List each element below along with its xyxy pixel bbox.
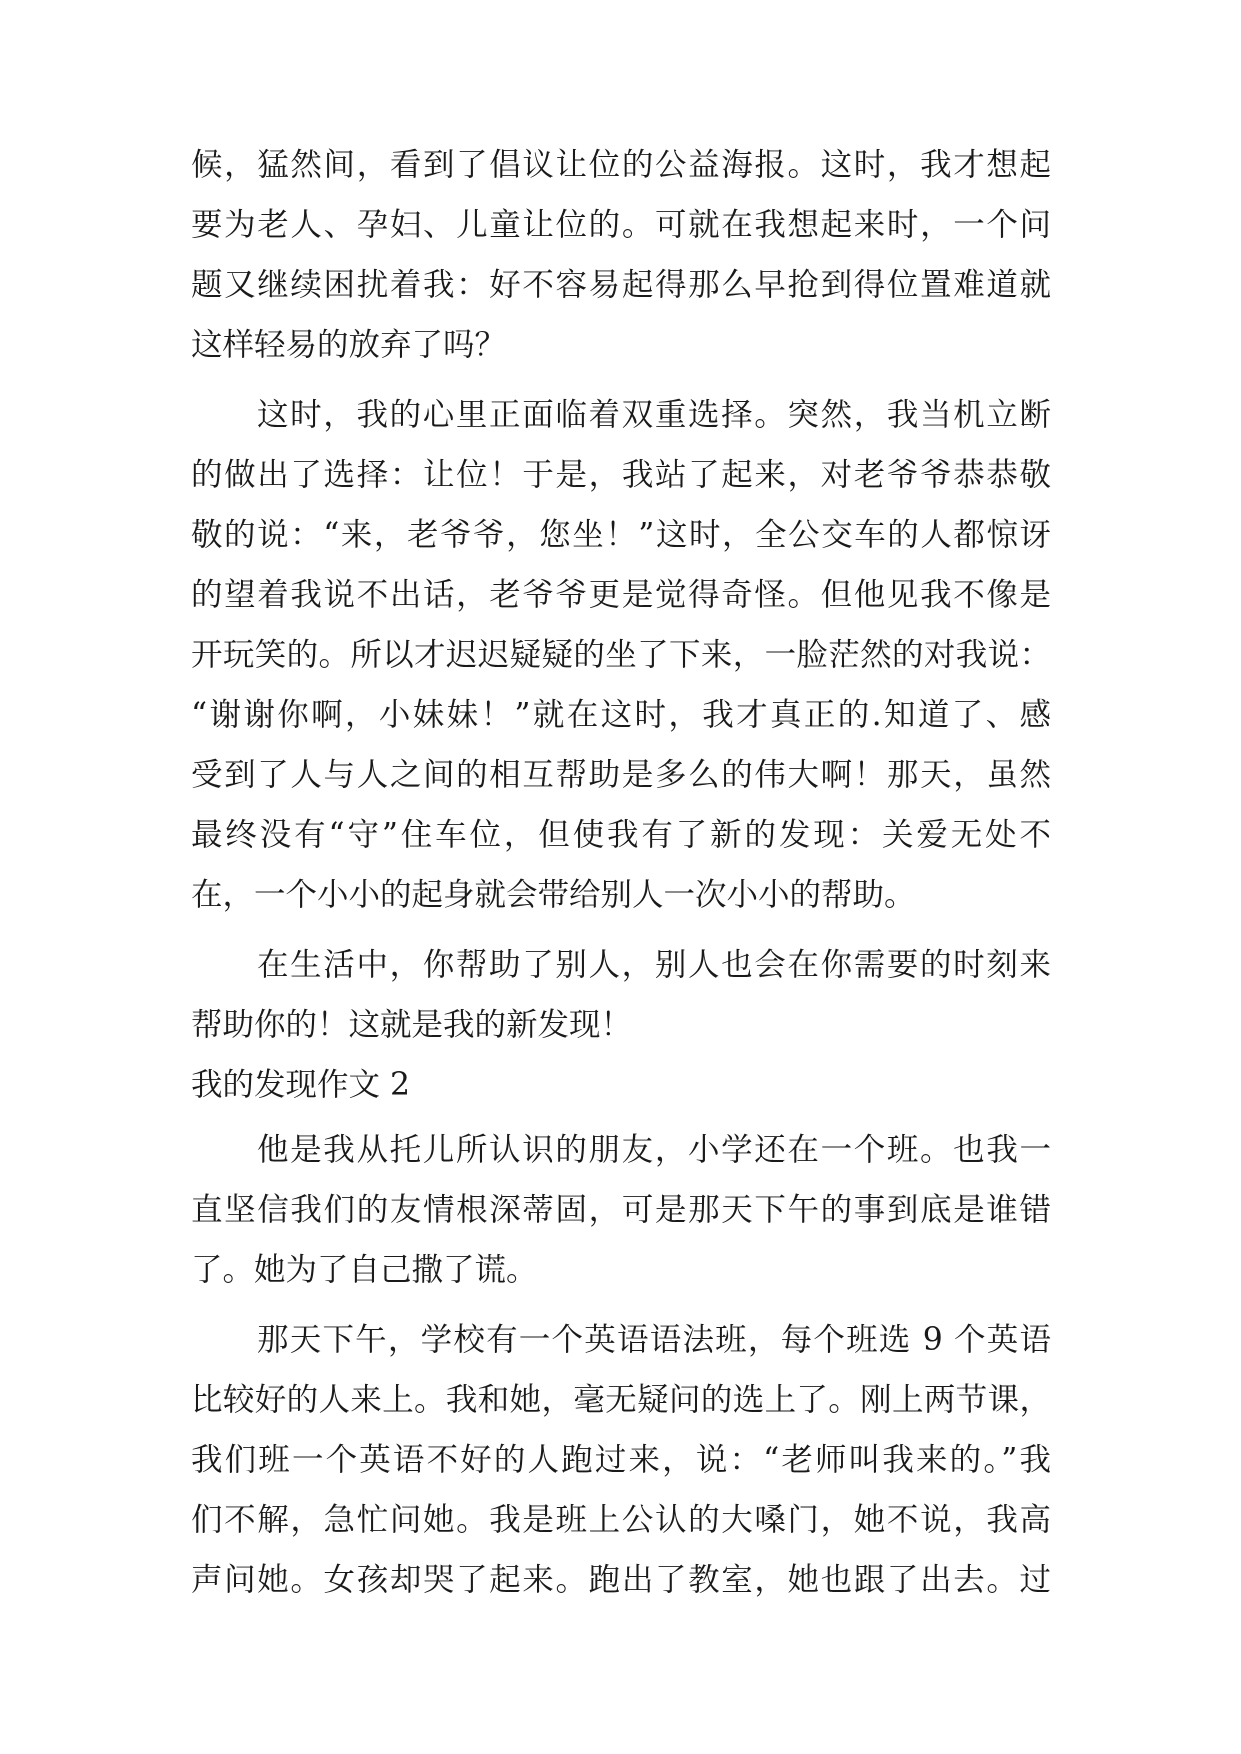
- text-line: 敬的说：“来，老爷爷，您坐！”这时，全公交车的人都惊讶: [191, 517, 1051, 553]
- text-line: 比较好的人来上。我和她，毫无疑问的选上了。刚上两节课，: [191, 1382, 1051, 1418]
- text-line: 直坚信我们的友情根深蒂固，可是那天下午的事到底是谁错: [191, 1192, 1051, 1228]
- text-line: 的做出了选择：让位！于是，我站了起来，对老爷爷恭恭敬: [191, 457, 1051, 493]
- text-line: 开玩笑的。所以才迟迟疑疑的坐了下来，一脸茫然的对我说：: [191, 637, 1051, 673]
- text-line: 们不解，急忙问她。我是班上公认的大嗓门，她不说，我高: [191, 1502, 1051, 1538]
- section-heading: 我的发现作文 2: [191, 1067, 411, 1103]
- text-line: 我们班一个英语不好的人跑过来，说：“老师叫我来的。”我: [191, 1442, 1051, 1478]
- text-line: 这样轻易的放弃了吗？: [191, 327, 507, 363]
- text-line: 的望着我说不出话，老爷爷更是觉得奇怪。但他见我不像是: [191, 577, 1051, 613]
- text-line: 题又继续困扰着我：好不容易起得那么早抢到得位置难道就: [191, 267, 1051, 303]
- paragraph-first-line: 他是我从托儿所认识的朋友，小学还在一个班。也我一: [257, 1132, 1051, 1168]
- text-line: 在，一个小小的起身就会带给别人一次小小的帮助。: [191, 877, 916, 913]
- text-line: 帮助你的！这就是我的新发现！: [191, 1007, 633, 1043]
- text-line: 声问她。女孩却哭了起来。跑出了教室，她也跟了出去。过: [191, 1562, 1051, 1598]
- text-line: 候，猛然间，看到了倡议让位的公益海报。这时，我才想起: [191, 147, 1051, 183]
- text-line: 了。她为了自己撒了谎。: [191, 1252, 538, 1288]
- text-line: “谢谢你啊，小妹妹！”就在这时，我才真正的.知道了、感: [191, 697, 1051, 733]
- paragraph-first-line: 在生活中，你帮助了别人，别人也会在你需要的时刻来: [257, 947, 1051, 983]
- text-line: 要为老人、孕妇、儿童让位的。可就在我想起来时，一个问: [191, 207, 1051, 243]
- text-line: 受到了人与人之间的相互帮助是多么的伟大啊！那天，虽然: [191, 757, 1051, 793]
- paragraph-first-line: 这时，我的心里正面临着双重选择。突然，我当机立断: [257, 397, 1051, 433]
- text-line: 最终没有“守”住车位，但使我有了新的发现：关爱无处不: [191, 817, 1051, 853]
- paragraph-first-line: 那天下午，学校有一个英语语法班，每个班选 9 个英语: [257, 1322, 1051, 1358]
